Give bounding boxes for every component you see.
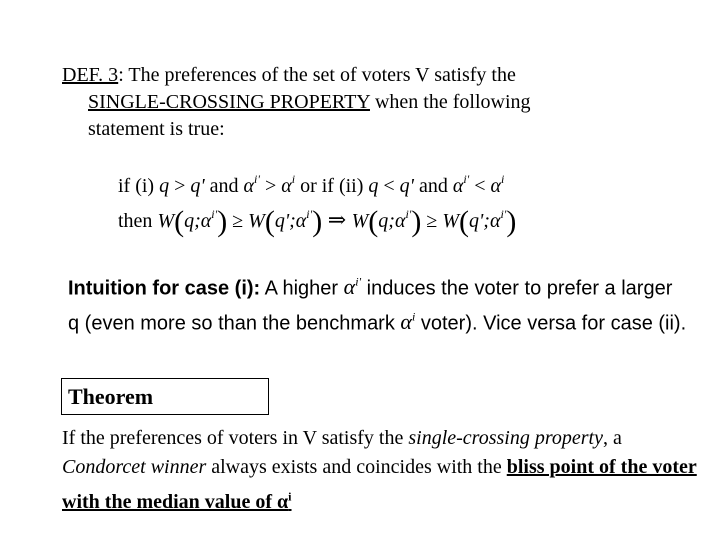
definition-text-3: statement is true:: [88, 118, 225, 140]
formula-or-if-case-2: or if (ii): [295, 175, 369, 197]
formula-lt: <: [378, 175, 400, 197]
definition-block: [62, 62, 682, 143]
alpha-i-symbol: $\alpha^i$: [400, 309, 416, 335]
theorem-text-3: always exists and coincides with the: [206, 456, 507, 478]
formula-w-4: W: [442, 210, 460, 232]
single-crossing-property-term: SINGLE-CROSSING PROPERTY: [88, 91, 370, 113]
formula-w-2: W: [248, 210, 265, 232]
bliss-point-phrase: bliss point of the voter with the median value of $\alpha^i$: [62, 456, 697, 513]
condorcet-winner-term: Condorcet winner: [62, 456, 207, 478]
formula-args-4-sup: i': [500, 207, 507, 221]
formula-if-case-1: if (i): [118, 175, 160, 197]
formula-w-1: W: [157, 210, 175, 232]
formula-args-3: q;α: [378, 210, 406, 232]
definition-text-2: when the following: [369, 91, 531, 113]
formula-lt-2: <: [469, 175, 491, 197]
formula-args-1: q;α: [184, 210, 212, 232]
formula-sup-i: i: [291, 172, 296, 186]
intuition-text-2: induces the voter to prefer a larger q (even more so than the benchmark: [68, 277, 673, 335]
formula-alpha-2: α: [281, 175, 292, 197]
definition-colon: :: [118, 64, 124, 86]
formula-alpha: α: [243, 175, 255, 197]
formula-args-1-sup: i': [211, 207, 218, 221]
intuition-heading: Intuition for case (i):: [68, 277, 261, 300]
formula-gt: >: [169, 175, 191, 197]
formula-and-2: and: [413, 175, 453, 197]
formula-then: then: [118, 210, 158, 232]
alpha-i-prime-symbol: $\alpha^{i'}$: [343, 274, 362, 300]
formula-args-4: q';α: [469, 210, 501, 232]
intuition-text-3: voter). Vice versa for case (ii).: [415, 312, 687, 335]
formula-args-3-sup: i': [405, 207, 412, 221]
intuition-paragraph: [68, 268, 688, 338]
formula-gt-2: >: [259, 175, 282, 197]
formula-alpha-4: α: [490, 175, 502, 197]
formula-and: and: [204, 175, 244, 197]
formula-q-prime: q': [190, 175, 205, 197]
formula-args-2-sup: i': [306, 207, 313, 221]
formula-sup-i-2: i: [501, 172, 505, 186]
formula-q-prime-2: q': [399, 175, 414, 197]
formula-alpha-3: α: [452, 175, 464, 197]
formula-args-2: q';α: [274, 210, 307, 232]
single-crossing-term: single-crossing property: [408, 427, 603, 449]
formula-w-3: W: [351, 210, 369, 232]
theorem-text-2: , a: [602, 427, 622, 449]
formula-sup-i-prime: i': [254, 172, 260, 186]
theorem-title: Theorem: [68, 384, 154, 409]
definition-label: DEF. 3: [62, 64, 119, 86]
intuition-text-1: A higher: [260, 277, 344, 300]
formula-q: q: [159, 175, 170, 197]
formula-geq-2: ≥: [421, 210, 443, 232]
formula-q-2: q: [368, 175, 379, 197]
formula-implies: ⇒: [322, 207, 352, 232]
formula-sup-i-prime-2: i': [463, 172, 470, 186]
theorem-text-1: If the preferences of voters in V satisfy the: [62, 427, 409, 449]
formula-geq-1: ≥: [227, 210, 249, 232]
definition-text-1: The preferences of the set of voters V satisfy the: [123, 64, 516, 86]
formula-implication: then $W(q;\alpha^{i'})$ ≥ $W(q';\alpha^{i'})$ ⇒ $W(q;\alpha^{i'})$ ≥ $W(q';\alpha^{i'})$: [118, 205, 517, 238]
theorem-statement: [62, 424, 702, 517]
formula-condition: [118, 164, 504, 201]
